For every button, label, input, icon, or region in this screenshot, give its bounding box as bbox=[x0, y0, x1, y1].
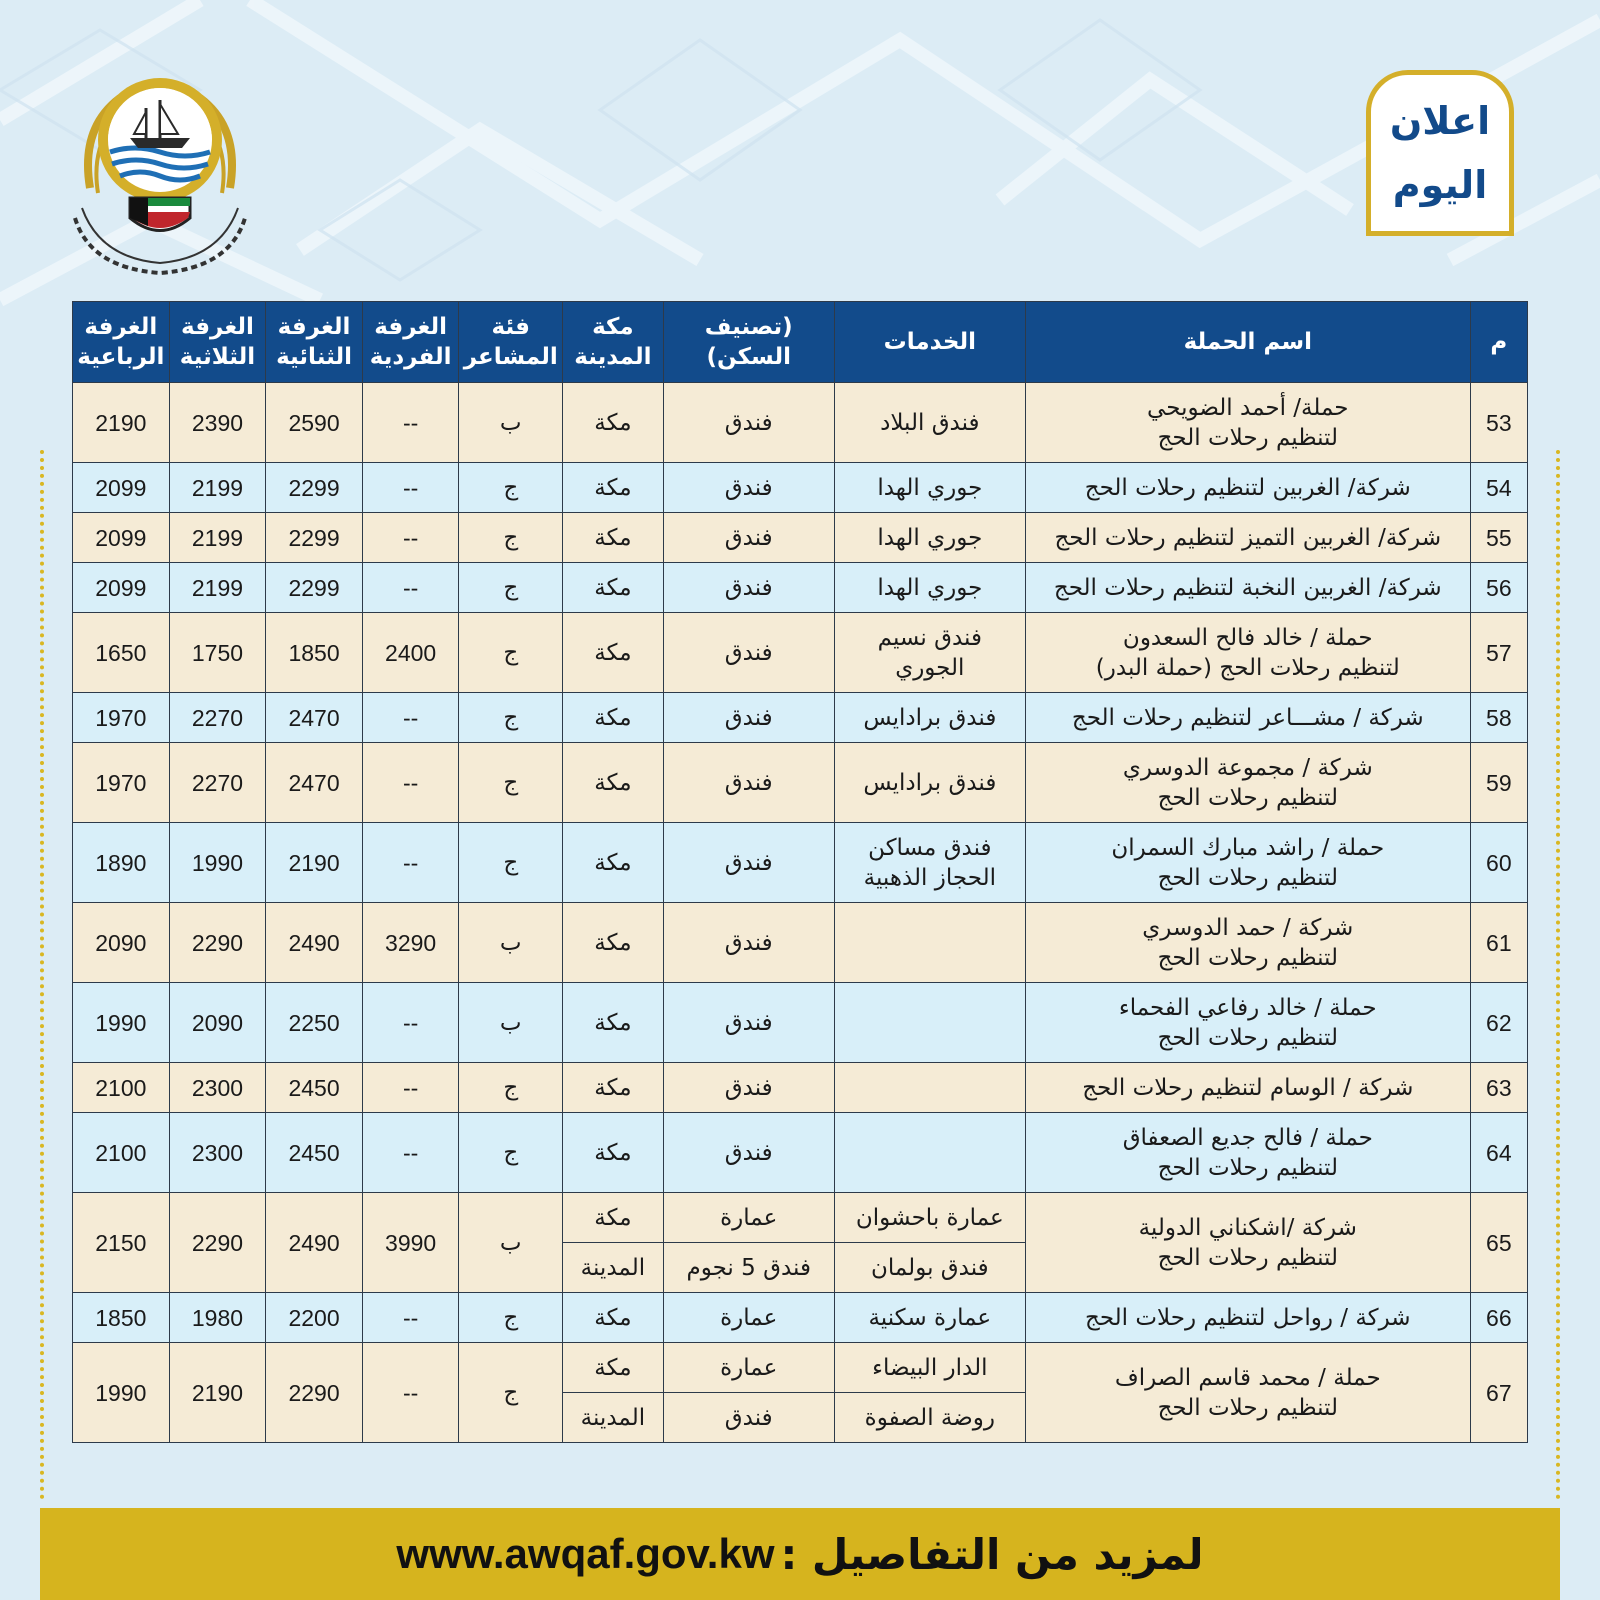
header-triple-line1: الغرفة bbox=[181, 314, 254, 340]
header-double-line1: الغرفة bbox=[277, 314, 351, 340]
city: مكة bbox=[563, 1343, 664, 1393]
category: ج bbox=[459, 743, 563, 823]
single-price: -- bbox=[362, 823, 459, 903]
header-campaign: اسم الحملة bbox=[1025, 302, 1470, 383]
double-price: 2490 bbox=[266, 1193, 363, 1293]
double-price: 2299 bbox=[266, 463, 363, 513]
quad-price: 2100 bbox=[73, 1063, 170, 1113]
campaign-name: شركة / رواحل لتنظيم رحلات الحج bbox=[1025, 1293, 1470, 1343]
table-row bbox=[73, 743, 1528, 823]
single-price: -- bbox=[362, 1293, 459, 1343]
category: ب bbox=[459, 983, 563, 1063]
right-dotted-border bbox=[1556, 450, 1560, 1500]
table-row bbox=[73, 983, 1528, 1063]
campaign-name-line1: شركة / حمد الدوسري bbox=[1142, 914, 1354, 941]
single-price: -- bbox=[362, 1063, 459, 1113]
single-price: -- bbox=[362, 693, 459, 743]
header-category-line2: المشاعر bbox=[463, 344, 558, 370]
housing: فندق bbox=[663, 613, 834, 693]
quad-price: 2150 bbox=[73, 1193, 170, 1293]
single-price: 3990 bbox=[362, 1193, 459, 1293]
city: مكة bbox=[563, 983, 664, 1063]
city: مكة bbox=[563, 1193, 664, 1243]
city: مكة bbox=[563, 823, 664, 903]
service: فندق بولمان bbox=[834, 1243, 1025, 1293]
service bbox=[834, 1063, 1025, 1113]
badge-line-1: اعلان bbox=[1389, 99, 1491, 143]
row-number: 57 bbox=[1470, 613, 1527, 693]
header-housing bbox=[663, 302, 834, 383]
housing: فندق bbox=[663, 563, 834, 613]
category: ج bbox=[459, 463, 563, 513]
double-price: 2450 bbox=[266, 1063, 363, 1113]
city: مكة bbox=[563, 1113, 664, 1193]
footer-label: لمزيد من التفاصيل : bbox=[780, 1529, 1204, 1579]
table-row bbox=[73, 1293, 1528, 1343]
triple-price: 2199 bbox=[169, 513, 266, 563]
triple-price: 2190 bbox=[169, 1343, 266, 1443]
header-city-line1: مكة bbox=[592, 314, 634, 340]
quad-price: 1970 bbox=[73, 693, 170, 743]
campaign-name bbox=[1025, 1113, 1470, 1193]
triple-price: 2270 bbox=[169, 743, 266, 823]
double-price: 2200 bbox=[266, 1293, 363, 1343]
housing: فندق bbox=[663, 513, 834, 563]
city: مكة bbox=[563, 563, 664, 613]
row-number: 55 bbox=[1470, 513, 1527, 563]
category: ج bbox=[459, 823, 563, 903]
left-dotted-border bbox=[40, 450, 44, 1500]
triple-price: 2390 bbox=[169, 383, 266, 463]
announcement-badge bbox=[1366, 70, 1514, 236]
single-price: -- bbox=[362, 743, 459, 823]
service: جوري الهدا bbox=[834, 463, 1025, 513]
row-number: 59 bbox=[1470, 743, 1527, 823]
row-number: 63 bbox=[1470, 1063, 1527, 1113]
triple-price: 1980 bbox=[169, 1293, 266, 1343]
double-price: 2290 bbox=[266, 1343, 363, 1443]
quad-price: 2100 bbox=[73, 1113, 170, 1193]
double-price: 2470 bbox=[266, 693, 363, 743]
row-number: 58 bbox=[1470, 693, 1527, 743]
quad-price: 2090 bbox=[73, 903, 170, 983]
header-quad bbox=[73, 302, 170, 383]
quad-price: 1970 bbox=[73, 743, 170, 823]
row-number: 62 bbox=[1470, 983, 1527, 1063]
quad-price: 1890 bbox=[73, 823, 170, 903]
ministry-logo-icon bbox=[60, 68, 260, 278]
campaign-name-line1: حملة/ أحمد الضويحي bbox=[1147, 394, 1349, 421]
campaign-name: شركة / مشـــاعر لتنظيم رحلات الحج bbox=[1025, 693, 1470, 743]
table-row bbox=[73, 513, 1528, 563]
triple-price: 2199 bbox=[169, 463, 266, 513]
city: مكة bbox=[563, 903, 664, 983]
campaign-name-line1: حملة / محمد قاسم الصراف bbox=[1114, 1364, 1381, 1391]
campaign-name bbox=[1025, 613, 1470, 693]
table-header-row bbox=[73, 302, 1528, 383]
category: ج bbox=[459, 1063, 563, 1113]
category: ج bbox=[459, 563, 563, 613]
campaign-name-line2: لتنظيم رحلات الحج bbox=[1157, 944, 1338, 971]
row-number: 66 bbox=[1470, 1293, 1527, 1343]
housing: فندق bbox=[663, 463, 834, 513]
housing: فندق bbox=[663, 743, 834, 823]
header-single-line1: الغرفة bbox=[374, 314, 448, 340]
quad-price: 1850 bbox=[73, 1293, 170, 1343]
category: ج bbox=[459, 613, 563, 693]
table-row bbox=[73, 613, 1528, 693]
service: فندق البلاد bbox=[834, 383, 1025, 463]
row-number: 60 bbox=[1470, 823, 1527, 903]
footer-bar bbox=[40, 1508, 1560, 1600]
campaign-name bbox=[1025, 823, 1470, 903]
table-row bbox=[73, 1343, 1528, 1393]
city: مكة bbox=[563, 1293, 664, 1343]
campaign-name-line1: شركة /اشكناني الدولية bbox=[1138, 1214, 1357, 1241]
header-quad-line2: الرباعية bbox=[77, 344, 165, 370]
campaign-name-line2: لتنظيم رحلات الحج bbox=[1157, 424, 1338, 451]
double-price: 2299 bbox=[266, 513, 363, 563]
service: جوري الهدا bbox=[834, 563, 1025, 613]
header-double-line2: الثنائية bbox=[276, 344, 352, 370]
triple-price: 2090 bbox=[169, 983, 266, 1063]
campaign-name bbox=[1025, 1193, 1470, 1293]
housing: عمارة bbox=[663, 1343, 834, 1393]
service-line1: فندق نسيم bbox=[877, 624, 982, 651]
triple-price: 2290 bbox=[169, 1193, 266, 1293]
header-quad-line1: الغرفة bbox=[84, 314, 158, 340]
service bbox=[834, 613, 1025, 693]
single-price: -- bbox=[362, 1113, 459, 1193]
table-row bbox=[73, 693, 1528, 743]
service-line2: الجوري bbox=[895, 654, 965, 681]
triple-price: 2300 bbox=[169, 1113, 266, 1193]
city: مكة bbox=[563, 613, 664, 693]
triple-price: 2199 bbox=[169, 563, 266, 613]
double-price: 2250 bbox=[266, 983, 363, 1063]
row-number: 53 bbox=[1470, 383, 1527, 463]
table-row bbox=[73, 823, 1528, 903]
city: مكة bbox=[563, 513, 664, 563]
campaign-name bbox=[1025, 983, 1470, 1063]
header-housing-line1: (تصنيف bbox=[704, 314, 793, 340]
table-row bbox=[73, 383, 1528, 463]
campaign-name bbox=[1025, 383, 1470, 463]
service bbox=[834, 1113, 1025, 1193]
row-number: 61 bbox=[1470, 903, 1527, 983]
housing: عمارة bbox=[663, 1193, 834, 1243]
table-row bbox=[73, 1113, 1528, 1193]
header-category bbox=[459, 302, 563, 383]
single-price: -- bbox=[362, 1343, 459, 1443]
city: مكة bbox=[563, 463, 664, 513]
category: ج bbox=[459, 1293, 563, 1343]
quad-price: 2099 bbox=[73, 513, 170, 563]
service: عمارة سكنية bbox=[834, 1293, 1025, 1343]
service bbox=[834, 903, 1025, 983]
double-price: 2450 bbox=[266, 1113, 363, 1193]
triple-price: 2290 bbox=[169, 903, 266, 983]
category: ب bbox=[459, 903, 563, 983]
campaign-name-line1: شركة / مجموعة الدوسري bbox=[1122, 754, 1373, 781]
row-number: 54 bbox=[1470, 463, 1527, 513]
double-price: 2190 bbox=[266, 823, 363, 903]
triple-price: 1990 bbox=[169, 823, 266, 903]
campaign-name-line2: لتنظيم رحلات الحج bbox=[1157, 1394, 1338, 1421]
service-line1: فندق مساكن bbox=[868, 834, 992, 861]
housing: فندق bbox=[663, 983, 834, 1063]
category: ج bbox=[459, 693, 563, 743]
service bbox=[834, 823, 1025, 903]
campaign-name-line2: لتنظيم رحلات الحج (حملة البدر) bbox=[1095, 654, 1400, 681]
housing: فندق bbox=[663, 903, 834, 983]
category: ب bbox=[459, 383, 563, 463]
row-number: 65 bbox=[1470, 1193, 1527, 1293]
category: ب bbox=[459, 1193, 563, 1293]
campaign-name-line2: لتنظيم رحلات الحج bbox=[1157, 1154, 1338, 1181]
header-triple-line2: الثلاثية bbox=[179, 344, 256, 370]
table-row bbox=[73, 563, 1528, 613]
category: ج bbox=[459, 1113, 563, 1193]
double-price: 2490 bbox=[266, 903, 363, 983]
service bbox=[834, 983, 1025, 1063]
campaigns-table bbox=[72, 301, 1528, 1443]
header-single-line2: الفردية bbox=[369, 344, 452, 370]
quad-price: 1990 bbox=[73, 1343, 170, 1443]
header-triple bbox=[169, 302, 266, 383]
housing: فندق bbox=[663, 823, 834, 903]
table-row bbox=[73, 903, 1528, 983]
row-number: 64 bbox=[1470, 1113, 1527, 1193]
campaign-name-line1: حملة / خالد فالح السعدون bbox=[1122, 624, 1373, 651]
housing: فندق bbox=[663, 693, 834, 743]
single-price: 2400 bbox=[362, 613, 459, 693]
table-row bbox=[73, 1063, 1528, 1113]
housing: عمارة bbox=[663, 1293, 834, 1343]
housing: فندق bbox=[663, 1063, 834, 1113]
quad-price: 1990 bbox=[73, 983, 170, 1063]
category: ج bbox=[459, 1343, 563, 1443]
city: المدينة bbox=[563, 1243, 664, 1293]
website-link[interactable]: www.awqaf.gov.kw bbox=[396, 1530, 775, 1577]
city: مكة bbox=[563, 693, 664, 743]
header-single bbox=[362, 302, 459, 383]
campaign-name bbox=[1025, 1343, 1470, 1443]
quad-price: 2099 bbox=[73, 563, 170, 613]
service: فندق برادايس bbox=[834, 743, 1025, 823]
housing: فندق bbox=[663, 383, 834, 463]
service: فندق برادايس bbox=[834, 693, 1025, 743]
housing: فندق bbox=[663, 1113, 834, 1193]
service: الدار البيضاء bbox=[834, 1343, 1025, 1393]
header-services: الخدمات bbox=[834, 302, 1025, 383]
double-price: 2470 bbox=[266, 743, 363, 823]
campaign-name: شركة/ الغربين التميز لتنظيم رحلات الحج bbox=[1025, 513, 1470, 563]
service-line2: الحجاز الذهبية bbox=[863, 864, 996, 891]
triple-price: 2270 bbox=[169, 693, 266, 743]
single-price: -- bbox=[362, 463, 459, 513]
double-price: 1850 bbox=[266, 613, 363, 693]
service: روضة الصفوة bbox=[834, 1393, 1025, 1443]
single-price: 3290 bbox=[362, 903, 459, 983]
campaign-name: شركة/ الغربين لتنظيم رحلات الحج bbox=[1025, 463, 1470, 513]
campaign-name-line1: حملة / خالد رفاعي الفحماء bbox=[1118, 994, 1377, 1021]
header-housing-line2: السكن) bbox=[706, 344, 791, 370]
header-city bbox=[563, 302, 664, 383]
quad-price: 2190 bbox=[73, 383, 170, 463]
city: مكة bbox=[563, 743, 664, 823]
campaign-name-line2: لتنظيم رحلات الحج bbox=[1157, 1244, 1338, 1271]
single-price: -- bbox=[362, 513, 459, 563]
quad-price: 1650 bbox=[73, 613, 170, 693]
quad-price: 2099 bbox=[73, 463, 170, 513]
campaign-name bbox=[1025, 743, 1470, 823]
campaign-name: شركة/ الغربين النخبة لتنظيم رحلات الحج bbox=[1025, 563, 1470, 613]
campaign-name: شركة / الوسام لتنظيم رحلات الحج bbox=[1025, 1063, 1470, 1113]
service: عمارة باحشوان bbox=[834, 1193, 1025, 1243]
housing: فندق bbox=[663, 1393, 834, 1443]
double-price: 2299 bbox=[266, 563, 363, 613]
campaign-name-line2: لتنظيم رحلات الحج bbox=[1157, 784, 1338, 811]
campaign-name-line1: حملة / راشد مبارك السمران bbox=[1111, 834, 1385, 861]
row-number: 67 bbox=[1470, 1343, 1527, 1443]
campaign-name-line2: لتنظيم رحلات الحج bbox=[1157, 1024, 1338, 1051]
single-price: -- bbox=[362, 563, 459, 613]
triple-price: 1750 bbox=[169, 613, 266, 693]
campaign-name-line2: لتنظيم رحلات الحج bbox=[1157, 864, 1338, 891]
double-price: 2590 bbox=[266, 383, 363, 463]
header-category-line1: فئة bbox=[491, 314, 530, 340]
city: مكة bbox=[563, 1063, 664, 1113]
campaign-name-line1: حملة / فالح جديع الصعفاق bbox=[1122, 1124, 1373, 1151]
city: المدينة bbox=[563, 1393, 664, 1443]
header-double bbox=[266, 302, 363, 383]
header-city-line2: المدينة bbox=[574, 344, 652, 370]
header-m: م bbox=[1470, 302, 1527, 383]
category: ج bbox=[459, 513, 563, 563]
triple-price: 2300 bbox=[169, 1063, 266, 1113]
campaign-name bbox=[1025, 903, 1470, 983]
single-price: -- bbox=[362, 383, 459, 463]
table-row bbox=[73, 1193, 1528, 1243]
single-price: -- bbox=[362, 983, 459, 1063]
badge-line-2: اليوم bbox=[1392, 163, 1488, 207]
table-row bbox=[73, 463, 1528, 513]
city: مكة bbox=[563, 383, 664, 463]
service: جوري الهدا bbox=[834, 513, 1025, 563]
housing: فندق 5 نجوم bbox=[663, 1243, 834, 1293]
row-number: 56 bbox=[1470, 563, 1527, 613]
